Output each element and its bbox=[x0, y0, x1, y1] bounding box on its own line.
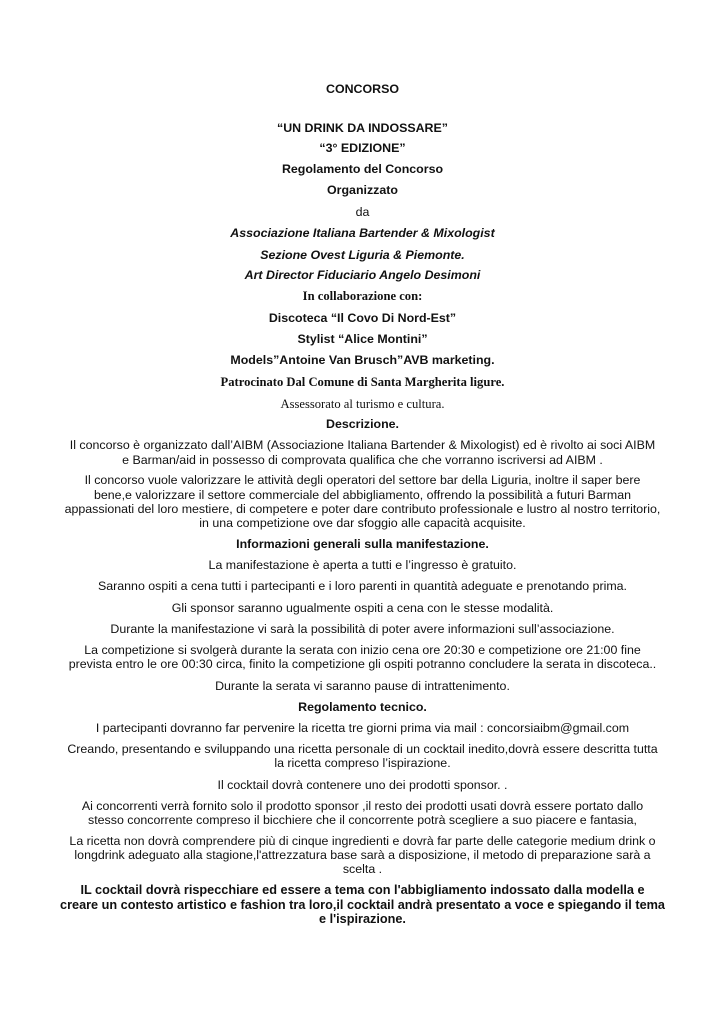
section-heading-regolamento: Regolamento tecnico. bbox=[298, 700, 427, 714]
paragraph-line: Ai concorrenti verrà fornito solo il prodotto sponsor ,il resto dei prodotti usati dovrà essere portato dallo bbox=[81, 799, 644, 813]
paragraph-line: Durante la manifestazione vi sarà la possibilità di poter avere informazioni sull’associazione. bbox=[110, 622, 615, 636]
paragraph-line-bold: creare un contesto artistico e fashion tra loro,il cocktail andrà presentato a voce e spiegando il tema bbox=[60, 898, 665, 912]
header-edition: “3° EDIZIONE” bbox=[319, 141, 406, 155]
paragraph-line: appassionati del loro mestiere, di competere e poter dare contributo professionale e lustro al nostro territorio, bbox=[64, 502, 661, 516]
header-stylist: Stylist “Alice Montini” bbox=[297, 332, 428, 346]
paragraph-line-bold: e l'ispirazione. bbox=[319, 912, 406, 926]
paragraph-line: in una competizione ove dar sfoggio alle capacità acquisite. bbox=[199, 516, 526, 530]
paragraph-line: Il cocktail dovrà contenere uno dei prodotti sponsor. . bbox=[217, 778, 508, 792]
header-title: “UN DRINK DA INDOSSARE” bbox=[277, 121, 448, 135]
paragraph-line: Durante la serata vi saranno pause di intrattenimento. bbox=[215, 679, 510, 693]
header-models: Models”Antoine Van Brusch”AVB marketing. bbox=[230, 353, 495, 367]
header-association: Associazione Italiana Bartender & Mixologist bbox=[230, 226, 495, 240]
paragraph-line: la ricetta compreso l’ispirazione. bbox=[274, 756, 451, 770]
header-organizzato: Organizzato bbox=[327, 183, 398, 197]
paragraph-line: Creando, presentando e sviluppando una ricetta personale di un cocktail inedito,dovrà essere descritta tutta bbox=[67, 742, 658, 756]
header-da: da bbox=[355, 205, 370, 219]
paragraph-line: Gli sponsor saranno ugualmente ospiti a cena con le stesse modalità. bbox=[171, 601, 554, 615]
header-discoteca: Discoteca “Il Covo Di Nord-Est” bbox=[268, 311, 457, 325]
section-heading-descrizione: Descrizione. bbox=[326, 417, 399, 431]
paragraph-line-email: I partecipanti dovranno far pervenire la ricetta tre giorni prima via mail : concorsiaibm@gmail.com bbox=[95, 721, 630, 735]
section-heading-info: Informazioni generali sulla manifestazione. bbox=[236, 537, 489, 551]
header-section: Sezione Ovest Liguria & Piemonte. bbox=[260, 248, 465, 262]
header-regolamento: Regolamento del Concorso bbox=[281, 162, 444, 176]
paragraph-line: bene,e valorizzare il settore commerciale del abbigliamento, offrendo la possibilità a futuri Barman bbox=[94, 488, 631, 502]
paragraph-line: longdrink adeguato alla stagione,l'attrezzatura base sarà a disposizione, il metodo di preparazione sarà a bbox=[74, 848, 651, 862]
header-art-director: Art Director Fiduciario Angelo Desimoni bbox=[244, 268, 481, 282]
paragraph-line: La competizione si svolgerà durante la serata con inizio cena ore 20:30 e competizione ore 21:00 fine bbox=[84, 643, 641, 657]
paragraph-line: Il concorso è organizzato dall’AIBM (Associazione Italiana Bartender & Mixologist) ed è rivolto ai soci AIBM bbox=[69, 438, 656, 452]
header-concorso: CONCORSO bbox=[326, 82, 399, 96]
paragraph-line: Il concorso vuole valorizzare le attività degli operatori del settore bar della Liguria, inoltre il saper bere bbox=[84, 473, 641, 487]
paragraph-line: e Barman/aid in possesso di comprovata qualifica che che vorranno iscriversi ad AIBM . bbox=[122, 453, 603, 467]
header-assessorato: Assessorato al turismo e cultura. bbox=[280, 397, 445, 411]
paragraph-line: La ricetta non dovrà comprendere più di cinque ingredienti e dovrà far parte delle categorie medium drink o bbox=[69, 834, 656, 848]
paragraph-line: La manifestazione è aperta a tutti e l’ingresso è gratuito. bbox=[208, 558, 517, 572]
header-collaboration: In collaborazione con: bbox=[302, 289, 423, 303]
paragraph-line: scelta . bbox=[342, 862, 383, 876]
header-patronage: Patrocinato Dal Comune di Santa Margherita ligure. bbox=[220, 375, 505, 389]
paragraph-line: Saranno ospiti a cena tutti i partecipanti e i loro parenti in quantità adeguate e prenotando prima. bbox=[97, 579, 628, 593]
paragraph-line: prevista entro le ore 00:30 circa, finito la competizione gli ospiti potranno concludere la serata in discoteca.. bbox=[68, 657, 657, 671]
paragraph-line: stesso concorrente compreso il bicchiere che il concorrente potrà scegliere a suo piacere e fantasia, bbox=[88, 813, 637, 827]
paragraph-line-bold: IL cocktail dovrà rispecchiare ed essere a tema con l'abbigliamento indossato dalla modella e bbox=[80, 883, 645, 897]
